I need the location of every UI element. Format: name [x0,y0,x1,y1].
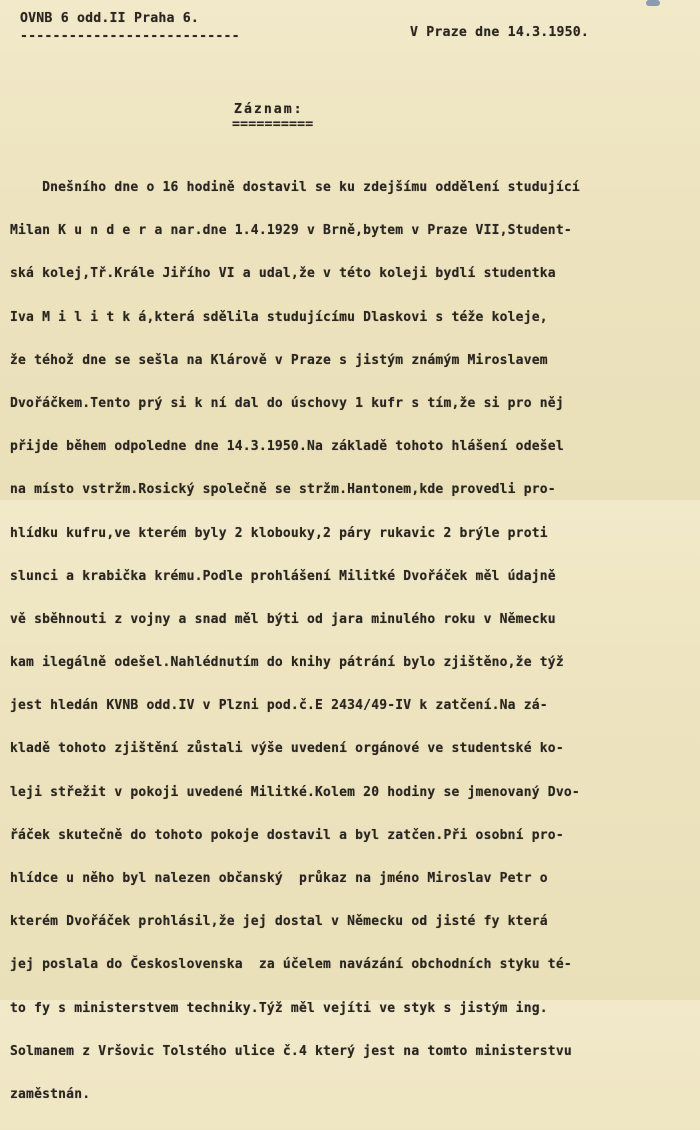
body-line: zaměstnán. [10,1086,91,1102]
body-line: leji střežit v pokoji uvedené Militké.Kolem 20 hodiny se jmenovaný Dvo- [10,784,580,800]
body-line: vě sběhnouti z vojny a snad měl býti od jara minulého roku v Německu [10,611,556,627]
office-header-underline: --------------------------- [20,29,240,44]
body-line: řáček skutečně do tohoto pokoje dostavil a byl zatčen.Při osobní pro- [10,827,564,843]
body-line: hlídce u něho byl nalezen občanský průkaz na jméno Miroslav Petr o [10,871,548,886]
body-line: slunci a krabička krému.Podle prohlášení Militké Dvořáček měl údajně [10,568,556,584]
ink-mark [646,0,660,6]
body-line: Iva M i l i t k á,která sdělila studujícímu Dlaskovi s téže koleje, [10,309,548,325]
record-body [10,152,700,1130]
body-line: přijde během odpoledne dne 14.3.1950.Na základě tohoto hlášení odešel [10,439,564,455]
body-line: jej poslala do Československa za účelem navázání obchodních styku té- [10,957,572,973]
body-line: Dvořáčkem.Tento prý si k ní dal do úschovy 1 kufr s tím,že si pro něj [10,395,564,411]
body-line: kladě tohoto zjištění zůstali výše uvedení orgánové ve studentské ko- [10,741,564,757]
body-line: Solmanem z Vršovic Tolstého ulice č.4 který jest na tomto ministerstvu [10,1043,572,1059]
body-line: ská kolej,Tř.Krále Jiřího VI a udal,že v této koleji bydlí studentka [10,266,556,282]
document-title-underline: ========== [232,117,314,132]
body-line: že téhož dne se sešla na Klárově v Praze s jistým známým Miroslavem [10,352,548,368]
body-line: to fy s ministerstvem techniky.Týž měl vejíti ve styk s jistým ing. [10,1000,548,1016]
body-line: Dnešního dne o 16 hodině dostavil se ku zdejšímu oddělení studující [10,180,580,195]
date-line: V Praze dne 14.3.1950. [410,25,590,40]
body-line: Milan K u n d e r a nar.dne 1.4.1929 v Brně,bytem v Praze VII,Student- [10,223,572,239]
body-line: jest hledán KVNB odd.IV v Plzni pod.č.E 2434/49-IV k zatčení.Na zá- [10,698,548,714]
body-line: hlídku kufru,ve kterém byly 2 klobouky,2 páry rukavic 2 brýle proti [10,525,548,541]
body-line: na místo vstržm.Rosický společně se stržm.Hantonem,kde provedli pro- [10,482,556,498]
body-line: kterém Dvořáček prohlásil,že jej dostal v Německu od jisté fy která [10,914,548,930]
document-title: Záznam: [234,102,304,117]
office-header: OVNB 6 odd.II Praha 6. [20,11,200,26]
body-line: kam ilegálně odešel.Nahlédnutím do knihy pátrání bylo zjištěno,že týž [10,655,564,671]
